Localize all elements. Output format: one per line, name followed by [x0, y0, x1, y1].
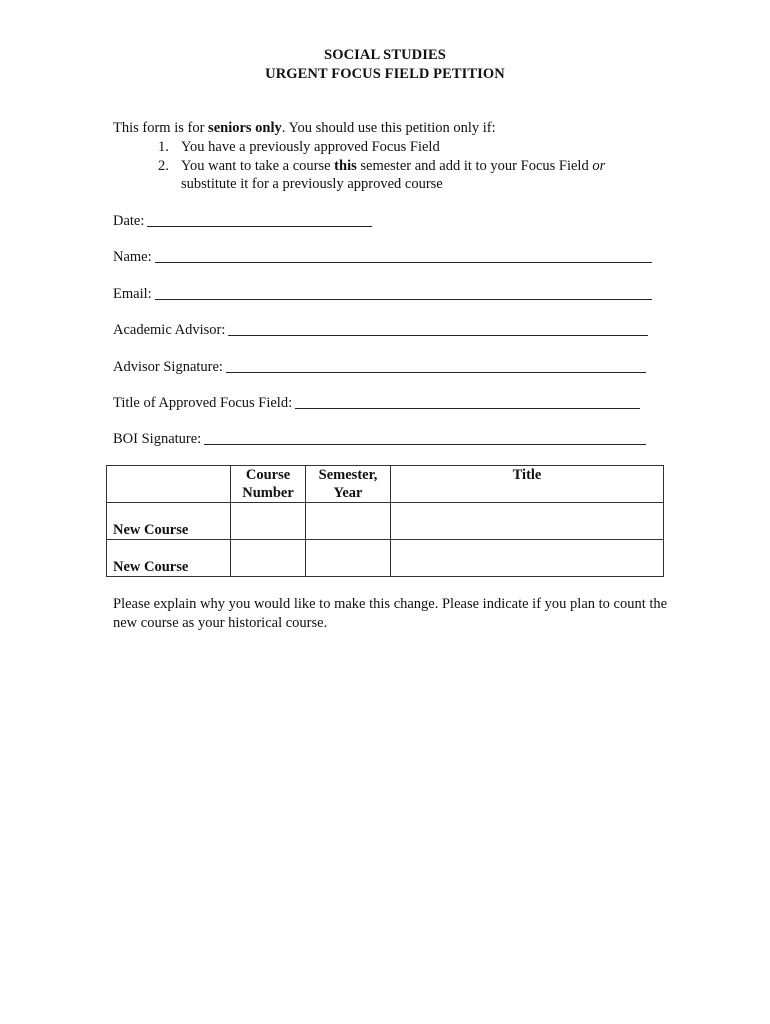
condition-text	[181, 157, 605, 176]
title-cell[interactable]	[391, 503, 664, 540]
condition-emphasis: this	[334, 157, 357, 174]
course-number-cell[interactable]	[231, 540, 306, 577]
intro-prefix: This form is for	[113, 120, 209, 136]
table-row	[107, 503, 664, 540]
name-input-line[interactable]	[155, 248, 652, 263]
name-label: Name:	[113, 249, 152, 265]
date-input-line[interactable]	[147, 212, 372, 227]
academic-advisor-label: Academic Advisor:	[113, 322, 226, 338]
title-cell[interactable]	[391, 540, 664, 577]
academic-advisor-input-line[interactable]	[228, 321, 648, 336]
row-label: New Course	[107, 540, 231, 577]
condition-text: substitute it for a previously approved course	[181, 176, 443, 192]
header-text: Semester,	[318, 467, 378, 483]
date-field	[113, 210, 372, 230]
table-header-row	[107, 466, 664, 503]
course-number-header	[231, 466, 306, 503]
header-text: Year	[333, 485, 363, 501]
row-label: New Course	[107, 503, 231, 540]
boi-signature-field	[113, 428, 646, 448]
condition-text: You have a previously approved Focus Field	[181, 139, 440, 155]
academic-advisor-field	[113, 319, 648, 339]
condition-number: 1.	[158, 139, 169, 155]
department-title: SOCIAL STUDIES	[324, 47, 446, 63]
new-course-table	[106, 465, 664, 577]
table-header-empty-cell	[107, 466, 231, 503]
course-number-cell[interactable]	[231, 503, 306, 540]
explanation-prompt: Please explain why you would like to make this change. Please indicate if you plan to count the new course as your historical course.	[113, 596, 668, 631]
intro-emphasis: seniors only	[208, 120, 282, 136]
intro-suffix: . You should use this petition only if:	[281, 120, 496, 136]
advisor-signature-label: Advisor Signature:	[113, 359, 223, 375]
intro-text	[113, 119, 496, 138]
condition-number: 2.	[158, 157, 169, 174]
condition-italic: or	[592, 157, 606, 174]
header-text: Course	[245, 467, 291, 483]
semester-year-cell[interactable]	[306, 540, 391, 577]
email-label: Email:	[113, 286, 152, 302]
form-title: URGENT FOCUS FIELD PETITION	[265, 66, 505, 82]
boi-signature-input-line[interactable]	[204, 430, 646, 445]
email-field	[113, 283, 652, 303]
focus-field-title-input-line[interactable]	[295, 394, 640, 409]
table-row	[107, 540, 664, 577]
email-input-line[interactable]	[155, 285, 652, 300]
header-text: Number	[242, 485, 294, 501]
boi-signature-label: BOI Signature:	[113, 431, 202, 447]
focus-field-title-label: Title of Approved Focus Field:	[113, 395, 293, 411]
condition-text-part: semester and add it to your Focus Field	[356, 157, 593, 174]
header-text: Title	[512, 467, 542, 483]
semester-year-cell[interactable]	[306, 503, 391, 540]
condition-text-part: You want to take a course	[181, 157, 335, 174]
advisor-signature-input-line[interactable]	[226, 358, 646, 373]
focus-field-title-field	[113, 392, 640, 412]
advisor-signature-field	[113, 356, 646, 376]
title-header	[391, 466, 664, 503]
semester-year-header	[306, 466, 391, 503]
date-label: Date:	[113, 213, 145, 229]
name-field	[113, 246, 652, 266]
